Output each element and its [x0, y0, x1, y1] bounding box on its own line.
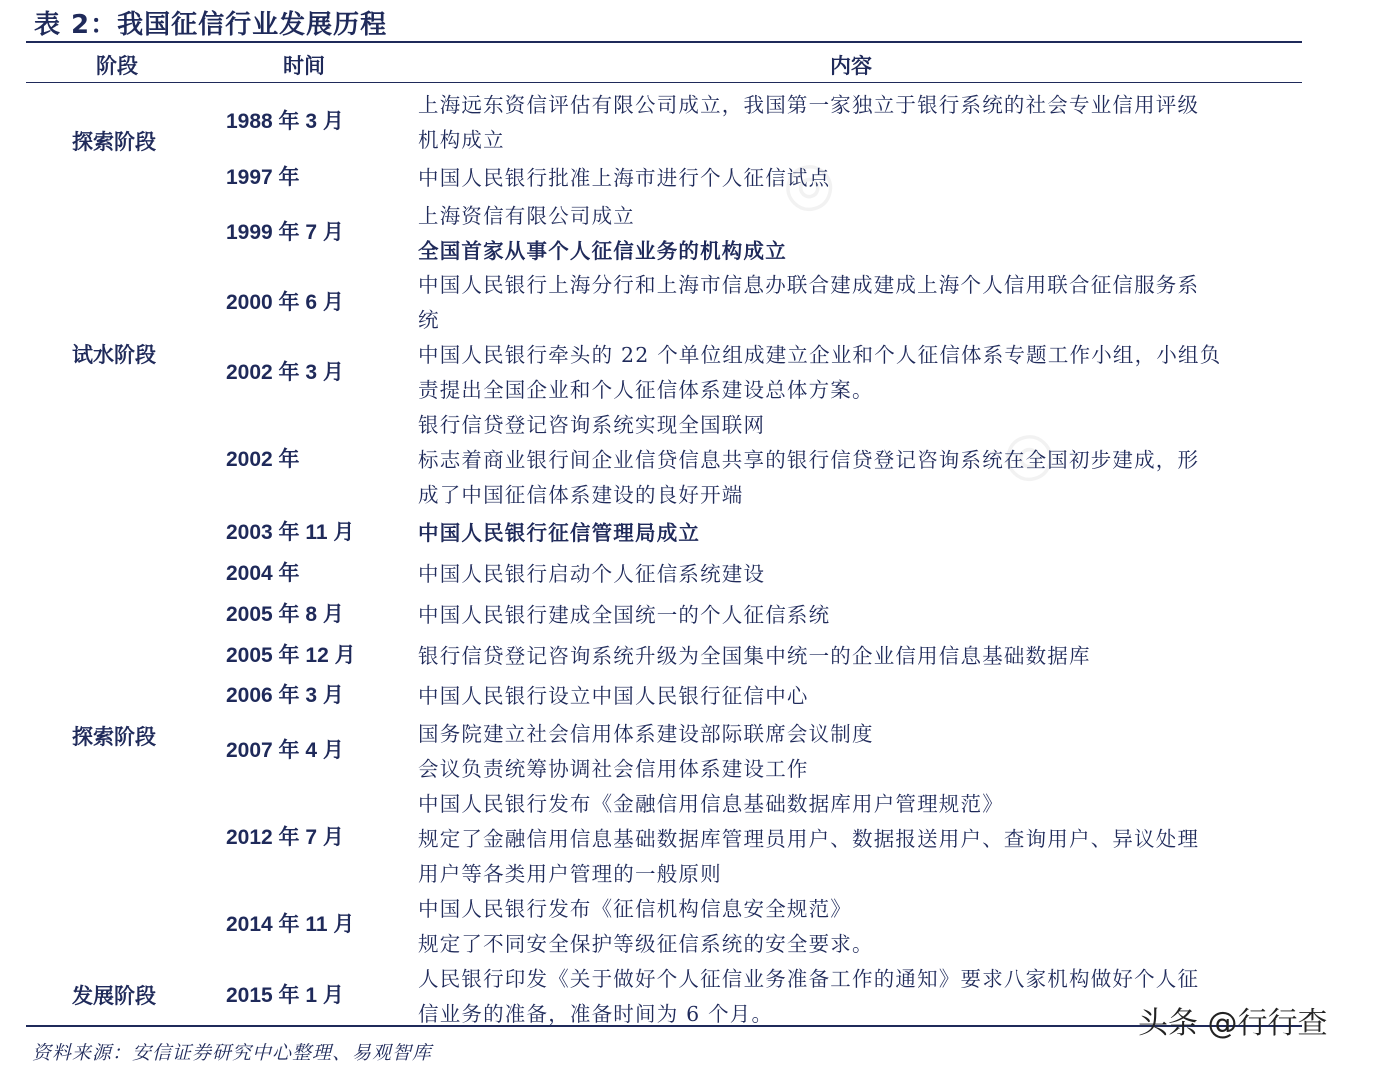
content-line: 成了中国征信体系建设的良好开端: [418, 483, 744, 507]
content-line: 统: [418, 308, 440, 332]
content-line: 中国人民银行发布《金融信用信息基础数据库用户管理规范》: [418, 792, 1004, 816]
date-cell: 2004 年: [226, 562, 300, 585]
content-line: 责提出全国企业和个人征信体系建设总体方案。: [418, 378, 874, 402]
content-line: 银行信贷登记咨询系统实现全国联网: [418, 413, 766, 437]
phase-label: 试水阶段: [72, 343, 156, 367]
header-phase: 阶段: [96, 54, 138, 78]
date-cell: 2014 年 11 月: [226, 913, 355, 936]
faint-watermark: ◎: [762, 141, 850, 229]
content-line: 上海远东资信评估有限公司成立，我国第一家独立于银行系统的社会专业信用评级: [418, 93, 1200, 117]
content-line: 中国人民银行建成全国统一的个人征信系统: [418, 603, 831, 627]
content-line: 银行信贷登记咨询系统升级为全国集中统一的企业信用信息基础数据库: [418, 644, 1091, 668]
date-cell: 2015 年 1 月: [226, 984, 344, 1007]
content-line: 规定了金融信用信息基础数据库管理员用户、数据报送用户、查询用户、异议处理: [418, 827, 1200, 851]
date-cell: 2003 年 11 月: [226, 521, 355, 544]
content-line: 机构成立: [418, 128, 505, 152]
content-line: 中国人民银行征信管理局成立: [418, 521, 701, 545]
content-line: 中国人民银行上海分行和上海市信息办联合建成建成上海个人信用联合征信服务系: [418, 273, 1200, 297]
date-cell: 2012 年 7 月: [226, 826, 344, 849]
source-note: 资料来源：安信证券研究中心整理、易观智库: [32, 1042, 433, 1064]
date-cell: 2000 年 6 月: [226, 291, 344, 314]
content-line: 中国人民银行批准上海市进行个人征信试点: [418, 166, 831, 190]
content-line: 会议负责统筹协调社会信用体系建设工作: [418, 757, 809, 781]
content-line: 中国人民银行设立中国人民银行征信中心: [418, 684, 809, 708]
content-line: 人民银行印发《关于做好个人征信业务准备工作的通知》要求八家机构做好个人征: [418, 967, 1200, 991]
faint-watermark: ◎: [982, 411, 1070, 499]
date-cell: 2005 年 12 月: [226, 644, 356, 667]
content-line: 中国人民银行启动个人征信系统建设: [418, 562, 766, 586]
date-cell: 2002 年 3 月: [226, 361, 344, 384]
content-line: 用户等各类用户管理的一般原则: [418, 862, 722, 886]
content-line: 中国人民银行发布《征信机构信息安全规范》: [418, 897, 852, 921]
header-content: 内容: [830, 54, 872, 78]
content-line: 上海资信有限公司成立: [418, 204, 635, 228]
date-cell: 1999 年 7 月: [226, 221, 344, 244]
phase-label: 探索阶段: [72, 725, 156, 749]
top-rule: [26, 41, 1302, 43]
content-line: 中国人民银行牵头的 22 个单位组成建立企业和个人征信体系专题工作小组，小组负: [418, 343, 1222, 367]
content-line: 信业务的准备，准备时间为 6 个月。: [418, 1002, 774, 1026]
date-cell: 2005 年 8 月: [226, 603, 344, 626]
phase-label: 发展阶段: [72, 984, 156, 1008]
date-cell: 1988 年 3 月: [226, 110, 344, 133]
content-line: 全国首家从事个人征信业务的机构成立: [418, 239, 787, 263]
date-cell: 2002 年: [226, 448, 300, 471]
content-line: 规定了不同安全保护等级征信系统的安全要求。: [418, 932, 874, 956]
date-cell: 1997 年: [226, 166, 300, 189]
watermark: 头条 @行行查: [1138, 1006, 1328, 1041]
header-rule: [26, 82, 1302, 83]
date-cell: 2007 年 4 月: [226, 739, 344, 762]
content-line: 标志着商业银行间企业信贷信息共享的银行信贷登记咨询系统在全国初步建成，形: [418, 448, 1200, 472]
phase-label: 探索阶段: [72, 130, 156, 154]
content-line: 国务院建立社会信用体系建设部际联席会议制度: [418, 722, 874, 746]
header-time: 时间: [283, 54, 325, 78]
date-cell: 2006 年 3 月: [226, 684, 344, 707]
table-title: 表 2：我国征信行业发展历程: [34, 10, 388, 40]
bottom-rule: [26, 1025, 1302, 1027]
